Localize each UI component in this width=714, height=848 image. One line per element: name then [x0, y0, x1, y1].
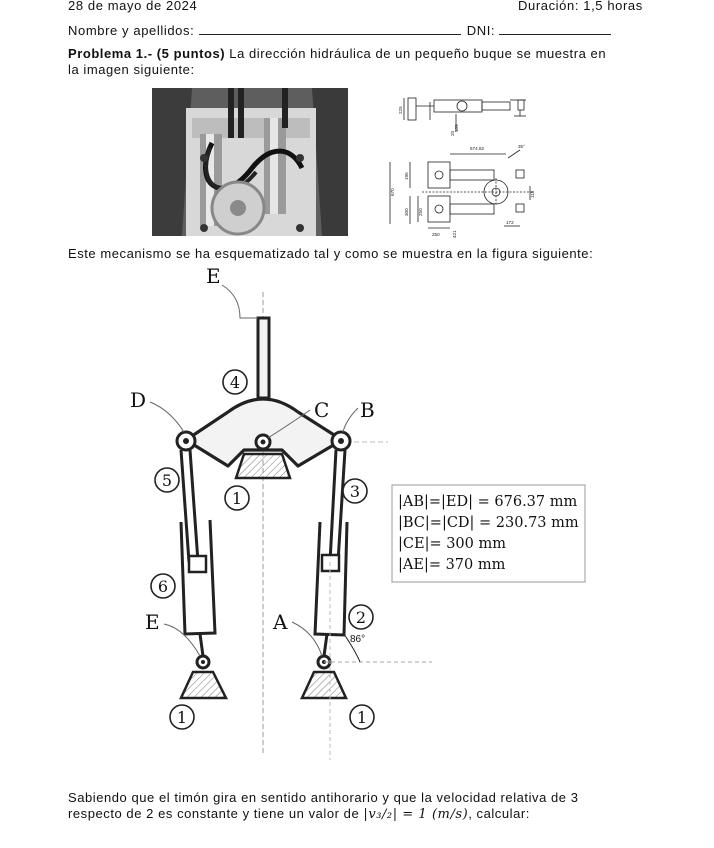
dim-250-horizontal: 250: [432, 232, 440, 237]
member-1-center: 1: [231, 489, 243, 508]
dim-115: 115: [530, 190, 535, 198]
final-line-2a: respecto de 2 es constante y tiene un valor de: [68, 806, 364, 821]
dim-35: 35°: [518, 144, 525, 149]
final-line-1: Sabiendo que el timón gira en sentido antihorario y que la velocidad relativa de 3: [68, 790, 579, 805]
tiller-rod: [258, 318, 269, 398]
exam-date: 28 de mayo de 2024: [68, 0, 198, 13]
support-left: [181, 672, 226, 698]
dim-20: 20: [450, 130, 455, 136]
final-paragraph: [68, 790, 658, 823]
dim-109: 109: [454, 124, 459, 132]
dim-300: 300: [404, 208, 409, 216]
label-d: D: [130, 388, 147, 412]
problem-title: Problema 1.- (5 puntos): [68, 46, 226, 61]
member-1-right: 1: [356, 708, 368, 727]
dim-250-vertical: 250: [418, 208, 423, 216]
dimension-ae: |AE|= 370 mm: [398, 557, 506, 573]
problem-intro-1: La dirección hidráulica de un pequeño buque se muestra en: [225, 46, 607, 61]
support-c: [236, 454, 290, 478]
member-5: 5: [161, 471, 173, 490]
member-1-left: 1: [176, 708, 188, 727]
piston-rod-right: [330, 450, 336, 562]
problem-intro-2: la imagen siguiente:: [68, 62, 195, 77]
dimension-ab-ed: |AB|=|ED| = 676.37 mm: [398, 494, 578, 510]
name-label: Nombre y apellidos:: [68, 23, 195, 38]
label-c: C: [314, 398, 330, 422]
label-a: A: [273, 610, 288, 634]
dni-label: DNI:: [466, 23, 496, 38]
member-6: 6: [157, 577, 169, 596]
final-line-2b: , calcular:: [468, 806, 530, 821]
member-2: 2: [355, 608, 367, 627]
dim-670: 670: [390, 188, 395, 196]
dim-674: 674.82: [470, 146, 485, 151]
dim-172: 172: [506, 220, 514, 225]
label-b: B: [360, 398, 375, 422]
label-e-top: E: [206, 264, 221, 288]
angle-label: 86°: [350, 634, 366, 645]
piston-head-left: [189, 556, 206, 572]
dim-421: 421: [452, 230, 457, 238]
piston-rod-left: [190, 450, 198, 562]
exam-duration: Duración: 1,5 horas: [518, 0, 643, 13]
dimension-bc-cd: |BC|=|CD| = 230.73 mm: [398, 515, 579, 531]
dim-225: 225: [398, 106, 403, 114]
support-right: [302, 672, 346, 698]
schematic-intro: Este mecanismo se ha esquematizado tal y como se muestra en la figura siguiente:: [68, 246, 594, 261]
label-e-bottom: E: [145, 610, 160, 634]
member-4: 4: [229, 373, 241, 392]
dim-195: 195: [404, 172, 409, 180]
dimension-ce: |CE|= 300 mm: [398, 536, 506, 552]
dimensions-list: [398, 492, 579, 576]
velocity-expression: |v₃/₂| = 1 (m/s): [363, 807, 469, 822]
member-3: 3: [349, 482, 361, 501]
